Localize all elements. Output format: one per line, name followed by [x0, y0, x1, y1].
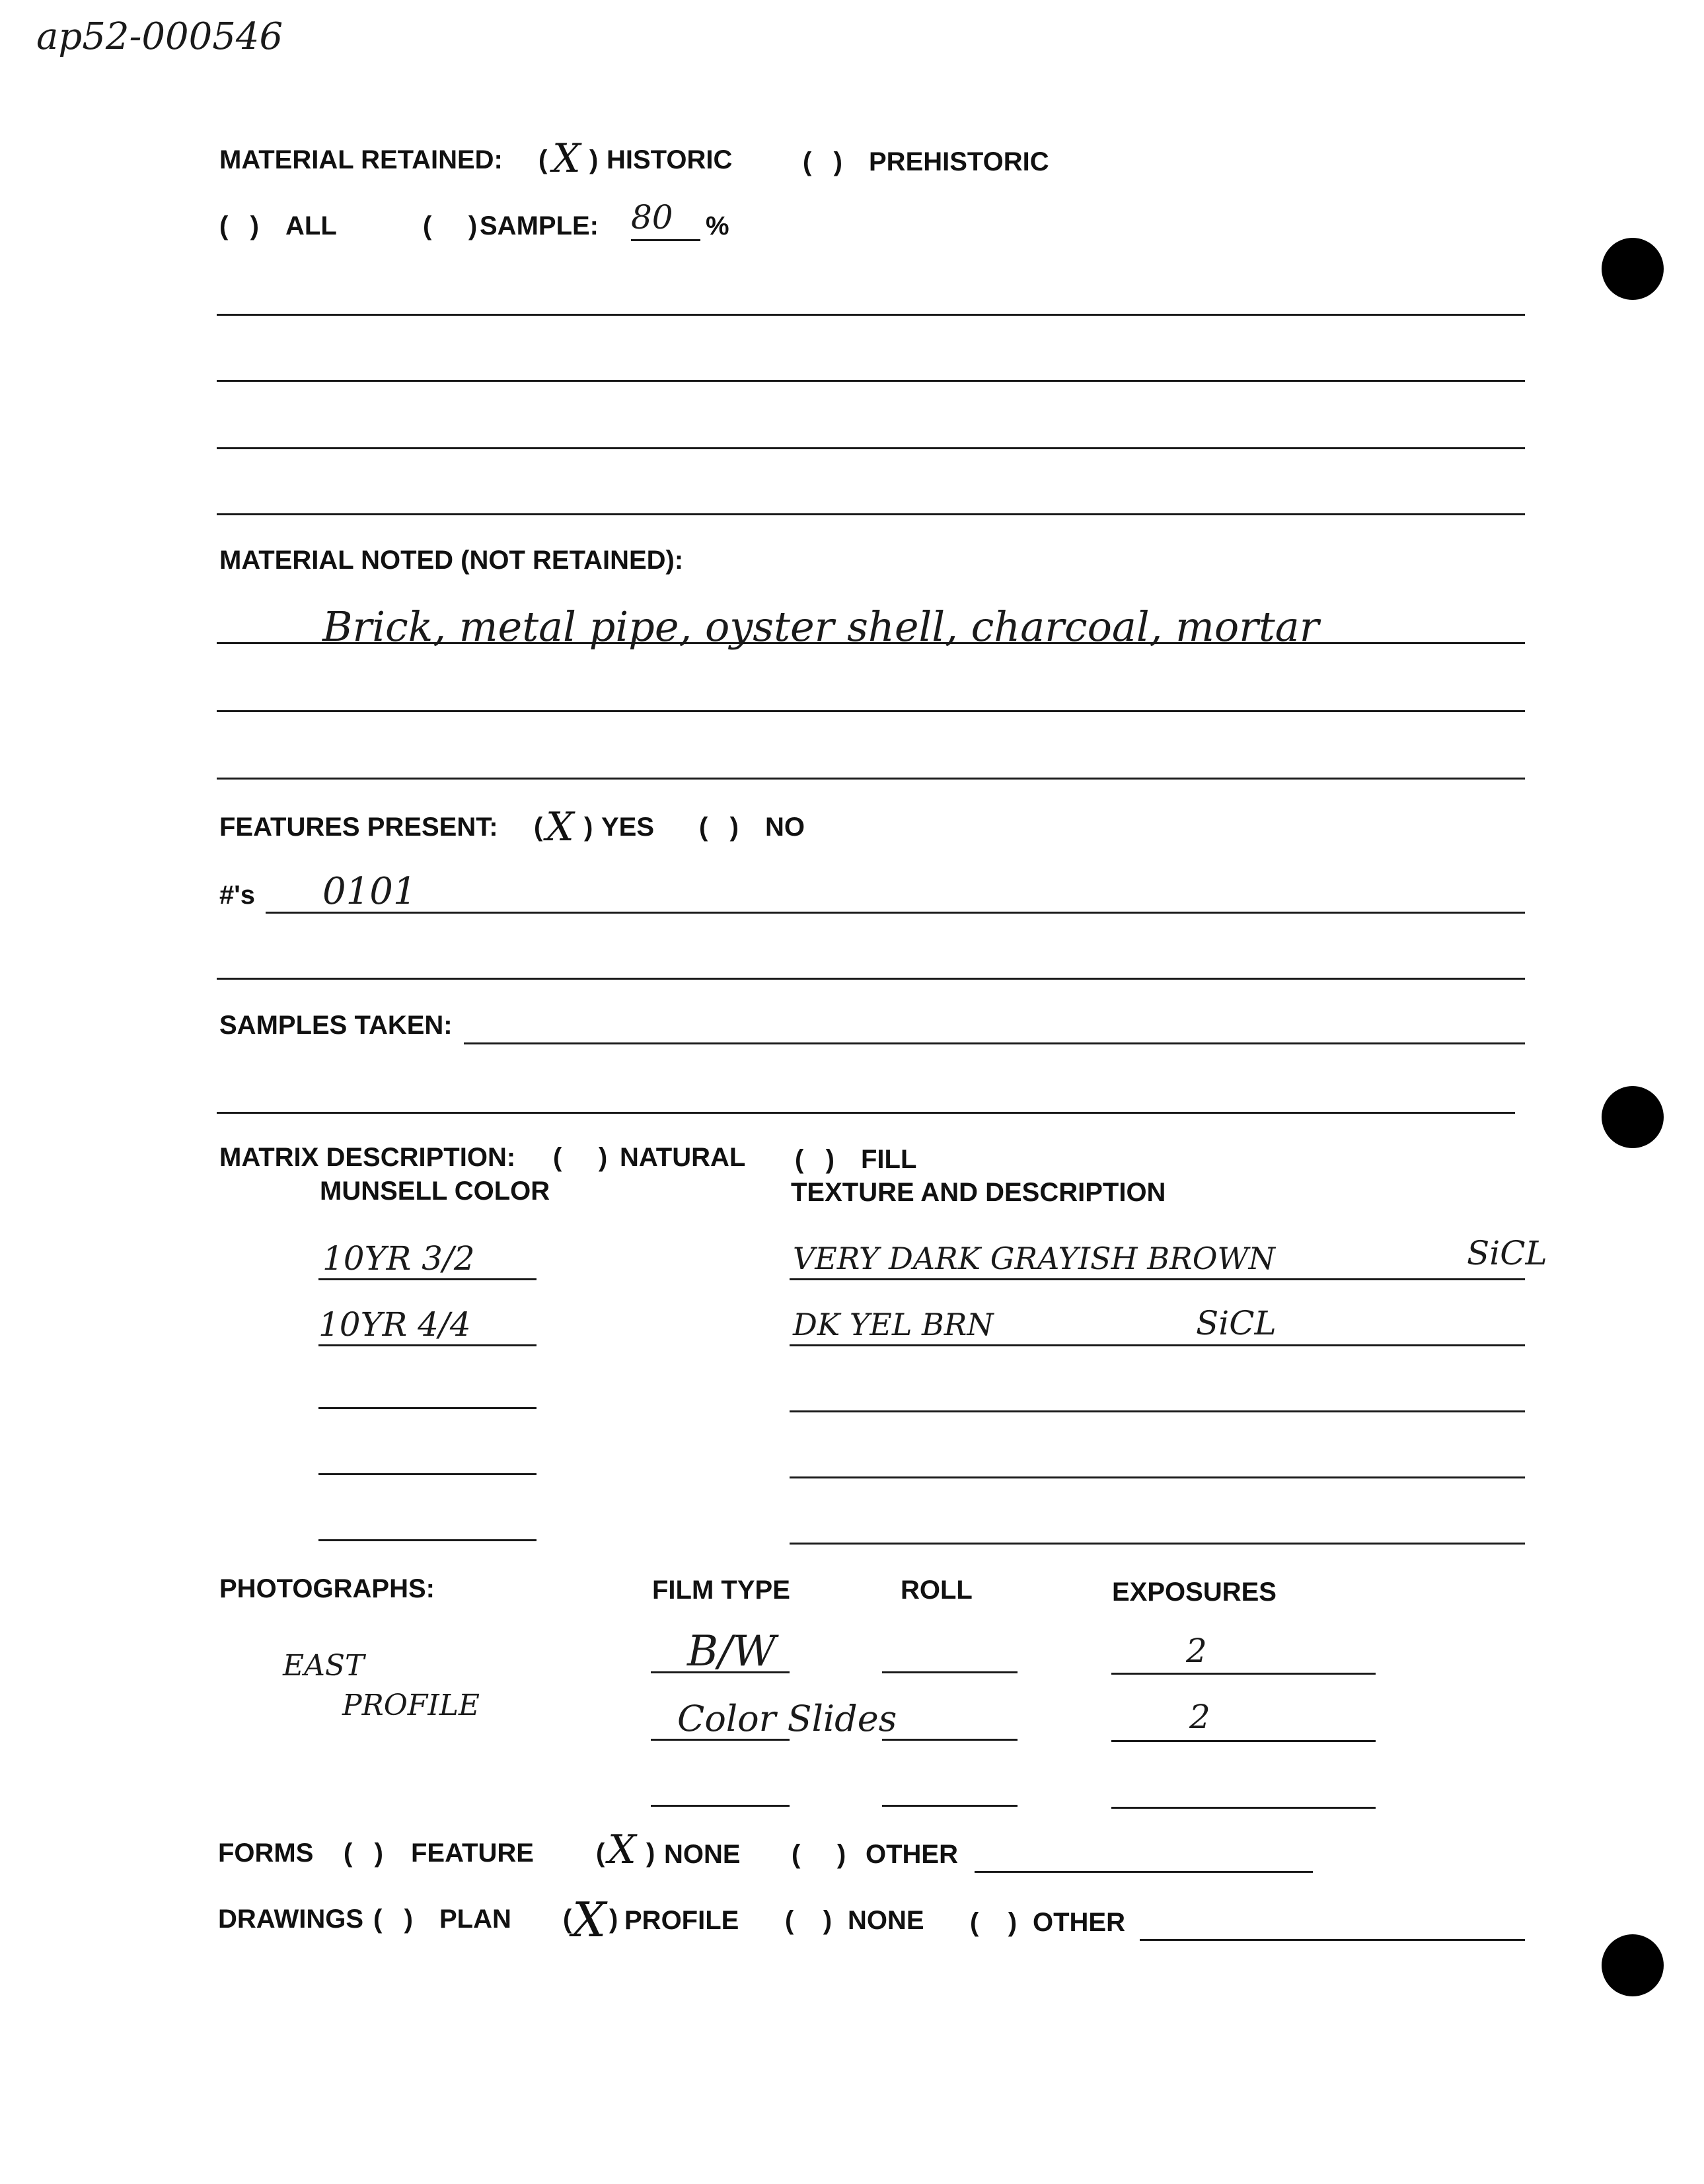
forms-feature-checkbox[interactable]: ( ) — [344, 1838, 383, 1868]
munsell-line-1 — [318, 1278, 537, 1280]
drawings-other-line — [1140, 1939, 1525, 1941]
forms-other-checkbox[interactable]: ( ) — [792, 1840, 846, 1869]
drawings-other-checkbox[interactable]: ( ) — [970, 1908, 1018, 1937]
prehistoric-checkbox[interactable]: ( ) — [803, 147, 842, 176]
fill-checkbox[interactable]: ( ) — [795, 1145, 834, 1174]
material-noted-line-2 — [217, 710, 1525, 712]
feature-numbers-label: #'s — [219, 881, 256, 910]
binder-hole-bottom — [1602, 1934, 1664, 1996]
texture-line-5 — [790, 1543, 1525, 1545]
all-option-label: ALL — [285, 211, 337, 240]
munsell-color-value: 10YR 3/2 — [322, 1239, 475, 1278]
forms-other-line — [975, 1871, 1313, 1873]
samples-taken-label: SAMPLES TAKEN: — [219, 1011, 453, 1040]
sample-value-line — [631, 239, 700, 241]
texture-line-4 — [790, 1476, 1525, 1478]
exposures-header: EXPOSURES — [1112, 1578, 1277, 1607]
forms-none-checkbox-open[interactable]: ( — [596, 1838, 605, 1868]
texture-code-value: SiCL — [1196, 1304, 1277, 1342]
forms-other-label: OTHER — [866, 1840, 958, 1869]
sample-checkbox[interactable]: ( ) — [423, 211, 478, 240]
all-checkbox[interactable]: ( ) — [219, 211, 259, 240]
photographs-label: PHOTOGRAPHS: — [219, 1574, 435, 1603]
film-type-line-1 — [651, 1671, 790, 1673]
texture-line-2 — [790, 1344, 1525, 1346]
feature-numbers-line — [266, 912, 1525, 914]
fill-option-label: FILL — [861, 1145, 917, 1174]
texture-code-value: SiCL — [1467, 1234, 1547, 1272]
texture-description-value: VERY DARK GRAYISH BROWN — [793, 1241, 1275, 1276]
matrix-description-label: MATRIX DESCRIPTION: — [219, 1143, 516, 1172]
material-retained-label: MATERIAL RETAINED: — [219, 145, 503, 174]
binder-hole-middle — [1602, 1086, 1664, 1148]
exposures-line-1 — [1111, 1673, 1376, 1675]
features-no-checkbox[interactable]: ( ) — [699, 813, 739, 842]
drawings-profile-checkbox-close: ) — [609, 1905, 618, 1934]
texture-line-1 — [790, 1278, 1525, 1280]
drawings-profile-check-mark: X — [572, 1892, 607, 1947]
forms-none-checkbox-close: ) — [646, 1838, 655, 1868]
sample-percent-sign: % — [706, 211, 729, 240]
material-retained-line-3 — [217, 447, 1525, 449]
roll-line-3 — [882, 1805, 1018, 1807]
samples-taken-line-2 — [217, 1112, 1515, 1114]
sample-percent-value: 80 — [631, 198, 673, 237]
material-noted-label: MATERIAL NOTED (NOT RETAINED): — [219, 546, 684, 575]
material-retained-line-1 — [217, 314, 1525, 316]
exposures-value: 2 — [1189, 1698, 1210, 1736]
munsell-color-value: 10YR 4/4 — [318, 1305, 471, 1344]
samples-taken-line-1 — [464, 1042, 1525, 1044]
film-type-value: Color Slides — [677, 1698, 897, 1739]
film-type-header: FILM TYPE — [652, 1576, 790, 1605]
features-yes-checkbox-open[interactable]: ( — [534, 813, 543, 842]
features-yes-label: YES — [601, 813, 655, 842]
material-retained-line-2 — [217, 380, 1525, 382]
roll-line-2 — [882, 1739, 1018, 1741]
texture-line-3 — [790, 1410, 1525, 1412]
photo-note: PROFILE — [342, 1689, 480, 1722]
material-noted-line-3 — [217, 778, 1525, 780]
features-no-label: NO — [765, 813, 805, 842]
munsell-line-2 — [318, 1344, 537, 1346]
feature-numbers-value: 0101 — [322, 870, 417, 913]
roll-header: ROLL — [901, 1576, 973, 1605]
drawings-none-checkbox[interactable]: ( ) — [785, 1906, 833, 1935]
material-noted-line-1 — [217, 642, 1525, 644]
historic-option-label: HISTORIC — [607, 145, 733, 174]
drawings-plan-checkbox[interactable]: ( ) — [373, 1905, 413, 1934]
sample-option-label: SAMPLE: — [480, 211, 599, 240]
texture-description-value: DK YEL BRN — [793, 1307, 994, 1342]
material-retained-line-4 — [217, 513, 1525, 515]
drawings-profile-label: PROFILE — [624, 1906, 739, 1935]
film-type-value: B/W — [687, 1627, 776, 1676]
features-present-label: FEATURES PRESENT: — [219, 813, 498, 842]
natural-option-label: NATURAL — [620, 1143, 746, 1172]
exposures-value: 2 — [1186, 1632, 1207, 1670]
features-yes-check-mark: X — [546, 804, 574, 850]
historic-check-mark: X — [552, 135, 581, 182]
drawings-label: DRAWINGS — [218, 1905, 363, 1934]
drawings-other-label: OTHER — [1033, 1908, 1125, 1937]
drawings-plan-label: PLAN — [439, 1905, 511, 1934]
drawings-profile-checkbox-open[interactable]: ( — [563, 1905, 572, 1934]
material-noted-value: Brick, metal pipe, oyster shell, charcoal, mortar — [322, 602, 1319, 651]
munsell-line-3 — [318, 1407, 537, 1409]
historic-checkbox-close: ) — [589, 145, 599, 174]
exposures-line-3 — [1111, 1807, 1376, 1809]
features-yes-checkbox-close: ) — [584, 813, 593, 842]
forms-none-check-mark: X — [608, 1827, 636, 1873]
prehistoric-option-label: PREHISTORIC — [869, 147, 1049, 176]
munsell-color-header: MUNSELL COLOR — [320, 1177, 550, 1206]
texture-description-header: TEXTURE AND DESCRIPTION — [791, 1178, 1166, 1207]
drawings-none-label: NONE — [848, 1906, 924, 1935]
natural-checkbox[interactable]: ( ) — [553, 1143, 608, 1172]
forms-feature-label: FEATURE — [411, 1838, 534, 1868]
forms-none-label: NONE — [664, 1840, 741, 1869]
exposures-line-2 — [1111, 1740, 1376, 1742]
photo-note: EAST — [283, 1649, 365, 1683]
munsell-line-5 — [318, 1539, 537, 1541]
historic-checkbox-open[interactable]: ( — [538, 145, 548, 174]
roll-line-1 — [882, 1671, 1018, 1673]
film-type-line-2 — [651, 1739, 790, 1741]
feature-numbers-line-2 — [217, 978, 1525, 980]
film-type-line-3 — [651, 1805, 790, 1807]
document-id: ap52-000546 — [36, 15, 283, 58]
munsell-line-4 — [318, 1473, 537, 1475]
forms-label: FORMS — [218, 1838, 314, 1868]
binder-hole-top — [1602, 238, 1664, 300]
